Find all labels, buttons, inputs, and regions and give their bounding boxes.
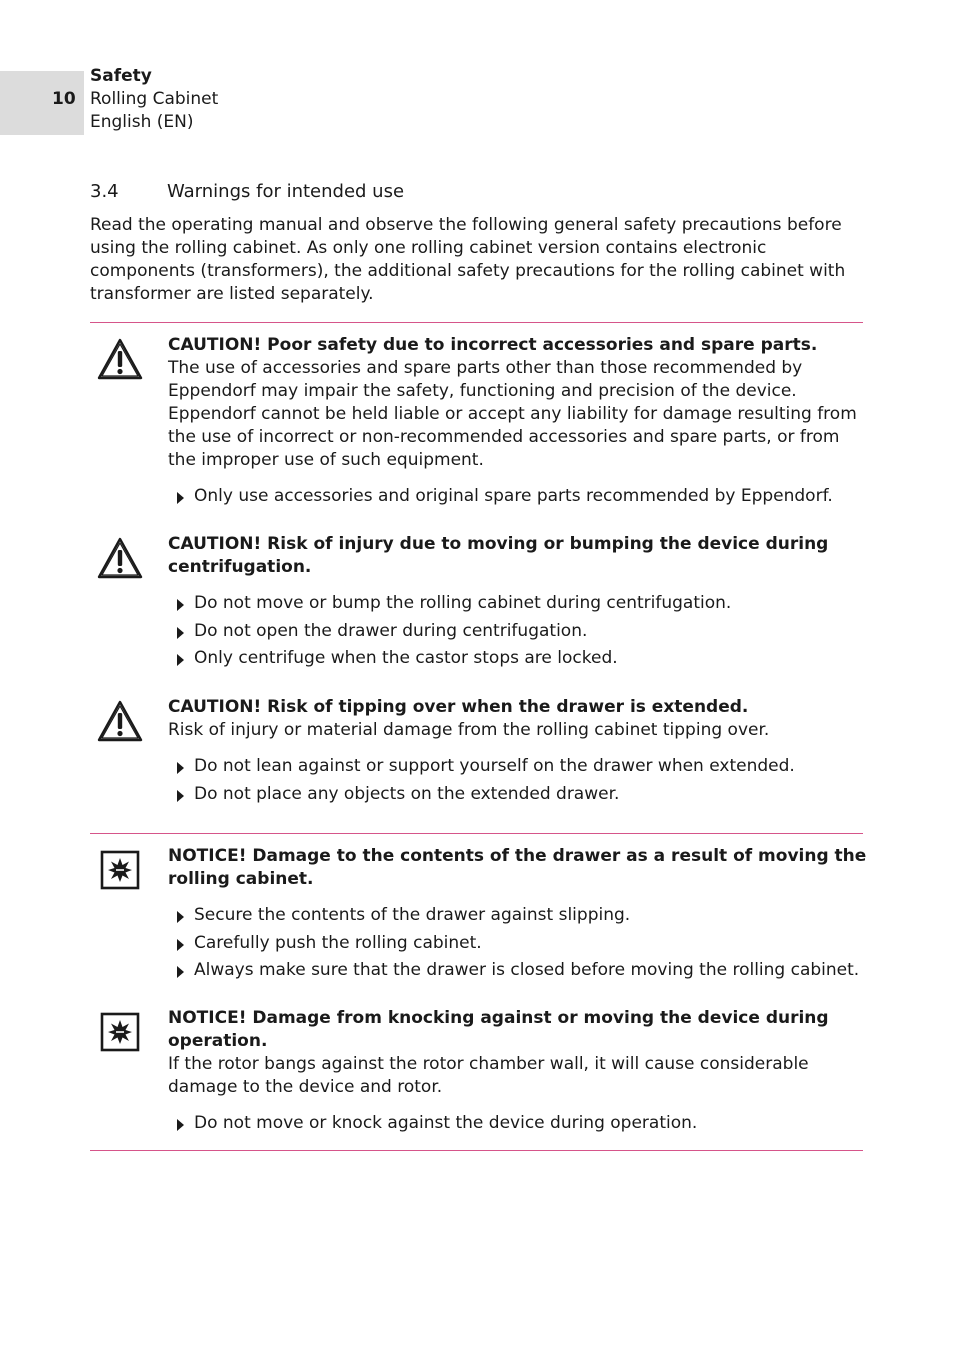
bullet-arrow-icon <box>177 790 184 802</box>
list-item: Do not move or bump the rolling cabinet during centrifugation. <box>168 590 868 618</box>
warning-instructions <box>168 483 868 511</box>
warning-block-3 <box>168 696 868 808</box>
notice-damage-icon <box>96 848 144 892</box>
notice-block-1 <box>168 845 868 985</box>
section-number: 3.4 <box>90 181 119 202</box>
page-number: 10 <box>52 89 76 109</box>
divider-notice-top <box>90 833 863 834</box>
list-item: Do not place any objects on the extended drawer. <box>168 781 868 809</box>
bullet-arrow-icon <box>177 492 184 504</box>
notice-body: If the rotor bangs against the rotor chamber wall, it will cause considerable damage to the device and rotor. <box>168 1054 809 1097</box>
bullet-arrow-icon <box>177 1119 184 1131</box>
section-heading <box>90 181 404 202</box>
warning-body: The use of accessories and spare parts other than those recommended by Eppendorf may impair the safety, functioning and precision of the device. Eppendorf cannot be held liable or accept any liability for damage resulting from the use of incorrect or non-recommended accessories and spare parts, or from the improper use of such equipment. <box>168 358 857 470</box>
list-item: Only use accessories and original spare parts recommended by Eppendorf. <box>168 483 868 511</box>
notice-instructions <box>168 1110 868 1138</box>
chapter-title: Safety <box>90 66 152 86</box>
bullet-arrow-icon <box>177 627 184 639</box>
bullet-arrow-icon <box>177 599 184 611</box>
list-item: Do not move or knock against the device during operation. <box>168 1110 868 1138</box>
warning-title: CAUTION! Risk of injury due to moving or bumping the device during centrifugation. <box>168 534 829 577</box>
notice-instructions <box>168 902 868 985</box>
bullet-arrow-icon <box>177 966 184 978</box>
bullet-arrow-icon <box>177 762 184 774</box>
bullet-arrow-icon <box>177 911 184 923</box>
list-item: Always make sure that the drawer is closed before moving the rolling cabinet. <box>168 957 868 985</box>
divider-bottom <box>90 1150 863 1151</box>
list-item: Only centrifuge when the castor stops are locked. <box>168 645 868 673</box>
list-item: Secure the contents of the drawer against slipping. <box>168 902 868 930</box>
warning-block-2 <box>168 533 868 673</box>
notice-title: NOTICE! Damage to the contents of the drawer as a result of moving the rolling cabinet. <box>168 846 867 889</box>
notice-title: NOTICE! Damage from knocking against or moving the device during operation. <box>168 1008 829 1051</box>
warning-triangle-icon <box>96 699 144 743</box>
warning-instructions <box>168 590 868 673</box>
bullet-arrow-icon <box>177 654 184 666</box>
document-language: English (EN) <box>90 112 194 132</box>
bullet-arrow-icon <box>177 939 184 951</box>
divider-caution-top <box>90 322 863 323</box>
warning-triangle-icon <box>96 337 144 381</box>
warning-block-1 <box>168 334 868 511</box>
product-name: Rolling Cabinet <box>90 89 219 109</box>
warning-triangle-icon <box>96 536 144 580</box>
warning-body: Risk of injury or material damage from the rolling cabinet tipping over. <box>168 720 770 740</box>
section-title: Warnings for intended use <box>167 181 405 202</box>
warning-instructions <box>168 753 868 808</box>
notice-block-2 <box>168 1007 868 1138</box>
list-item: Do not open the drawer during centrifugation. <box>168 618 868 646</box>
section-intro: Read the operating manual and observe the following general safety precautions before using the rolling cabinet. As only one rolling cabinet version contains electronic components (transformers), the additional safety precautions for the rolling cabinet with transformer are listed separately. <box>90 215 846 304</box>
list-item: Carefully push the rolling cabinet. <box>168 930 868 958</box>
warning-title: CAUTION! Risk of tipping over when the drawer is extended. <box>168 697 749 717</box>
warning-title: CAUTION! Poor safety due to incorrect accessories and spare parts. <box>168 335 818 355</box>
list-item: Do not lean against or support yourself on the drawer when extended. <box>168 753 868 781</box>
notice-damage-icon <box>96 1010 144 1054</box>
